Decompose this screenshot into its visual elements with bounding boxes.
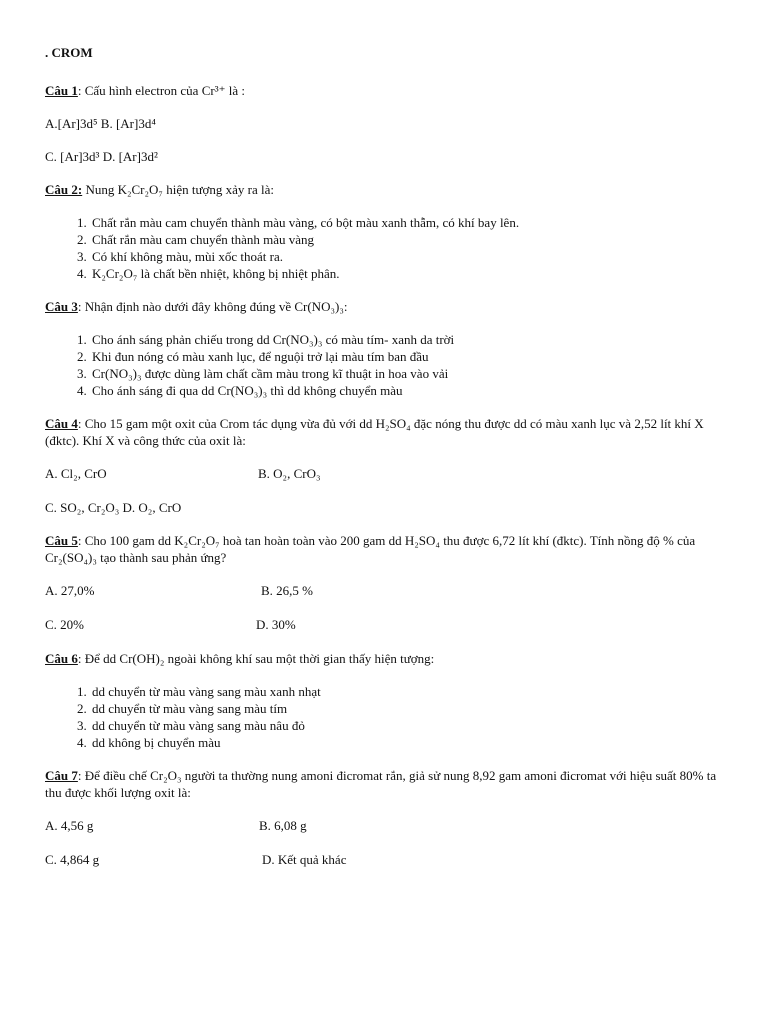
answer-option: C. 20% <box>45 617 84 632</box>
question-7 <box>45 767 735 801</box>
question-5 <box>45 532 735 566</box>
answer-option: B. 6,08 g <box>259 818 307 833</box>
answer-option: D. 30% <box>256 617 296 632</box>
question-1 <box>45 82 735 99</box>
option-list <box>45 331 735 399</box>
option-list <box>45 683 735 751</box>
answer-row <box>45 616 735 633</box>
answer-line: C. [Ar]3d³ D. [Ar]3d² <box>45 149 158 164</box>
list-item: 2. Chất rắn màu cam chuyển thành màu vàng <box>90 231 735 248</box>
answer-row <box>45 851 735 868</box>
list-item: 2. Khi đun nóng có màu xanh lục, để nguội trở lại màu tím ban đầu <box>90 348 735 365</box>
list-item: 1. dd chuyển từ màu vàng sang màu xanh nhạt <box>90 683 735 700</box>
list-item: 3. Có khí không màu, mùi xốc thoát ra. <box>90 248 735 265</box>
list-item: 4. K₂Cr₂O₇ là chất bền nhiệt, không bị nhiệt phân. <box>90 265 735 282</box>
question-text: : Nhận định nào dưới đây không đúng về Cr(NO₃)₃: <box>77 299 348 314</box>
question-text: : Cho 15 gam một oxit của Crom tác dụng vừa đủ với dd H₂SO₄ đặc nóng thu được dd có màu xanh lục và 2,52 lít khí X (đktc). Khí X và công thức của oxit là: <box>45 416 704 448</box>
document-body <box>45 44 735 885</box>
question-4 <box>45 415 735 449</box>
option-list <box>45 214 735 282</box>
question-2 <box>45 181 735 198</box>
answer-option: B. 26,5 % <box>261 583 313 598</box>
answer-row <box>45 465 735 482</box>
question-label: Câu 6 <box>45 651 78 666</box>
question-label: Câu 2: <box>45 182 83 197</box>
question-label: Câu 7 <box>45 768 78 783</box>
list-item: 3. dd chuyển từ màu vàng sang màu nâu đỏ <box>90 717 735 734</box>
answer-row <box>45 582 735 599</box>
question-text: Nung K₂Cr₂O₇ hiện tượng xảy ra là: <box>82 182 274 197</box>
question-label: Câu 1 <box>45 83 78 98</box>
answer-row <box>45 817 735 834</box>
answer-option: A. Cl₂, CrO <box>45 466 107 481</box>
question-text: : Cho 100 gam dd K₂Cr₂O₇ hoà tan hoàn toàn vào 200 gam dd H₂SO₄ thu được 6,72 lít khí (đktc). Tính nồng độ % của Cr₂(SO₄)₃ tạo thành sau phản ứng? <box>45 533 696 565</box>
answer-option: A. 27,0% <box>45 583 95 598</box>
answer-option: B. O₂, CrO₃ <box>258 466 321 481</box>
list-item: 1. Chất rắn màu cam chuyển thành màu vàng, có bột màu xanh thẫm, có khí bay lên. <box>90 214 735 231</box>
question-label: Câu 5 <box>45 533 78 548</box>
question-label: Câu 3 <box>45 299 78 314</box>
answer-option: C. 4,864 g <box>45 852 100 867</box>
question-6 <box>45 650 735 667</box>
answer-line: C. SO₂, Cr₂O₃ D. O₂, CrO <box>45 500 182 515</box>
page-title: . CROM <box>45 45 93 60</box>
answer-option: A. 4,56 g <box>45 818 94 833</box>
question-text: : Để dd Cr(OH)₂ ngoài không khí sau một thời gian thấy hiện tượng: <box>77 651 435 666</box>
list-item: 3. Cr(NO₃)₃ được dùng làm chất cầm màu trong kĩ thuật in hoa vào vải <box>90 365 735 382</box>
answer-option: D. Kết quả khác <box>262 852 347 867</box>
question-text: : Để điều chế Cr₂O₃ người ta thường nung amoni đicromat rắn, giả sử nung 8,92 gam amoni đicromat với hiệu suất 80% ta thu được khối lượng oxit là: <box>45 768 717 800</box>
list-item: 4. dd không bị chuyển màu <box>90 734 735 751</box>
question-label: Câu 4 <box>45 416 78 431</box>
list-item: 4. Cho ánh sáng đi qua dd Cr(NO₃)₃ thì dd không chuyển màu <box>90 382 735 399</box>
list-item: 2. dd chuyển từ màu vàng sang màu tím <box>90 700 735 717</box>
question-text: : Cấu hình electron của Cr³⁺ là : <box>77 83 245 98</box>
answer-line: A.[Ar]3d⁵ B. [Ar]3d⁴ <box>45 116 156 131</box>
list-item: 1. Cho ánh sáng phản chiếu trong dd Cr(NO₃)₃ có màu tím- xanh da trời <box>90 331 735 348</box>
question-3 <box>45 298 735 315</box>
